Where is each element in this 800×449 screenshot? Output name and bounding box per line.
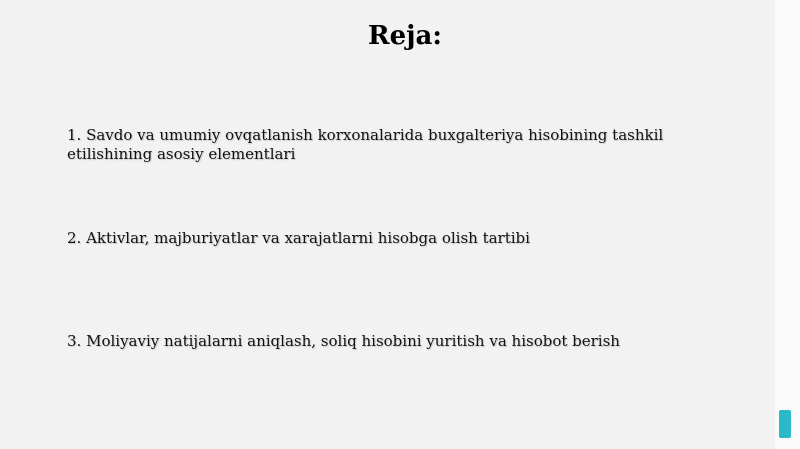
scroll-handle[interactable]	[779, 410, 791, 438]
plan-item-2: 2. Aktivlar, majburiyatlar va xarajatlarni hisobga olish tartibi	[67, 229, 530, 247]
plan-item-3: 3. Moliyaviy natijalarni aniqlash, soliq hisobini yuritish va hisobot berish	[67, 332, 620, 350]
plan-item-1: 1. Savdo va umumiy ovqatlanish korxonalarida buxgalteriya hisobining tashkil etilishining asosiy elementlari	[67, 126, 664, 163]
slide-title: Reja:	[367, 21, 442, 51]
right-gutter	[775, 0, 800, 449]
